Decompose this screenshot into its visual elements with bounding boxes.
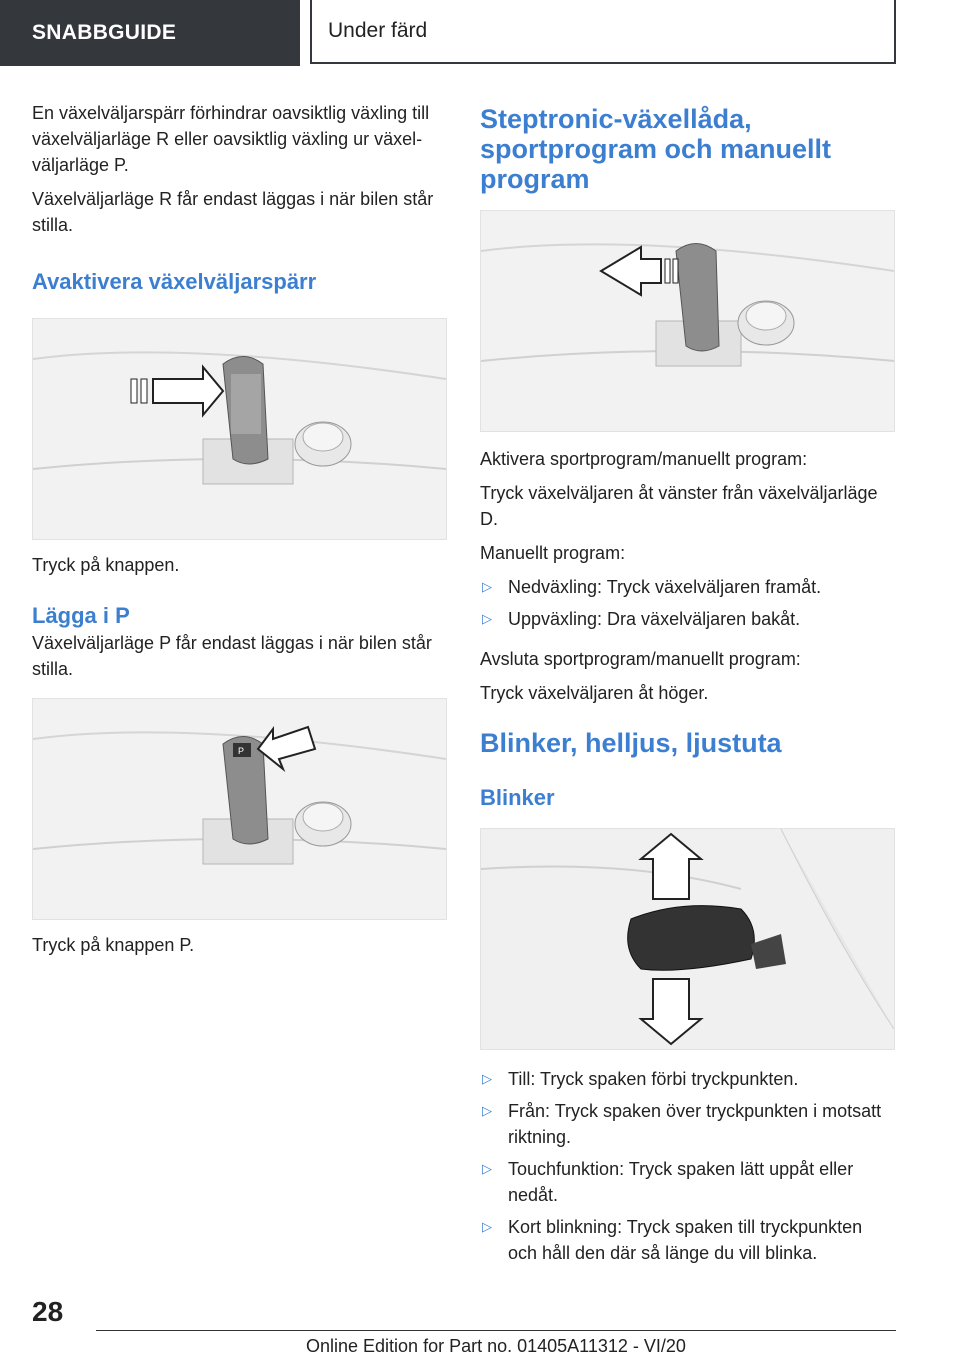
activate-label: Aktivera sportprogram/manuellt program: <box>480 449 808 469</box>
bullet-icon: ▷ <box>482 1103 492 1118</box>
list-item: ▷ Till: Tryck spaken förbi tryckpunkten. <box>480 1066 895 1092</box>
list-item: ▷ Uppväxling: Dra växelväljaren bakåt. <box>480 606 895 632</box>
footer-divider <box>96 1330 896 1331</box>
heading-blinker-main: Blinker, helljus, ljustuta <box>480 728 782 758</box>
heading-blinker: Blinker <box>480 785 555 810</box>
caption-park: Tryck på knappen P. <box>32 935 195 955</box>
heading-unlock: Avaktivera växelväljarspärr <box>32 269 317 294</box>
manual-label: Manuellt program: <box>480 543 626 563</box>
figure-gear-lever-sport <box>480 210 895 432</box>
figure-gear-lever-park <box>32 698 447 920</box>
bullet-icon: ▷ <box>482 1161 492 1176</box>
list-item: ▷ Touchfunktion: Tryck spaken lätt uppåt eller nedåt. <box>480 1156 895 1208</box>
bullet-icon: ▷ <box>482 1071 492 1086</box>
park-paragraph: Växelväljarläge P får endast läggas i när bilen står stilla. <box>32 633 432 679</box>
caption-unlock: Tryck på knappen. <box>32 555 180 575</box>
bullet-icon: ▷ <box>482 1219 492 1234</box>
heading-park: Lägga i P <box>32 603 130 628</box>
figure-turn-signal-lever <box>480 828 895 1050</box>
exit-text: Tryck växelväljaren åt höger. <box>480 683 709 703</box>
list-item: ▷ Nedväxling: Tryck växelväljaren framåt. <box>480 574 895 600</box>
left-column <box>32 100 447 966</box>
exit-label: Avsluta sportprogram/manuellt program: <box>480 649 801 669</box>
manual-list <box>480 574 895 632</box>
chapter-tab: Under färd <box>310 0 896 64</box>
intro-paragraph-2: Växelväljarläge R får endast läggas i när bilen står stilla. <box>32 189 434 235</box>
blinker-list <box>480 1066 895 1266</box>
activate-text: Tryck växelväljaren åt vänster från växelväljarläge D. <box>480 483 878 529</box>
bullet-icon: ▷ <box>482 611 492 626</box>
intro-paragraph-1: En växelväljarspärr förhindrar oavsiktlig växling till växelväljarläge R eller oavsiktlig växling ur växelväljarläge P. <box>32 103 430 175</box>
list-item: ▷ Från: Tryck spaken över tryckpunkten i motsatt riktning. <box>480 1098 895 1150</box>
bullet-icon: ▷ <box>482 579 492 594</box>
figure-gear-lever-unlock <box>32 318 447 540</box>
list-item: ▷ Kort blinkning: Tryck spaken till tryckpunkten och håll den där så länge du vill blinka. <box>480 1214 895 1266</box>
gear-p-label: P <box>238 746 245 756</box>
edition-text: Online Edition for Part no. 01405A11312 - VI/20 <box>306 1336 686 1356</box>
section-tab: SNABBGUIDE <box>0 0 300 66</box>
page-number: 28 <box>32 1296 64 1327</box>
right-column <box>480 104 895 1274</box>
heading-steptronic: Steptronic-växellåda, sportprogram och manuellt program <box>480 104 832 194</box>
